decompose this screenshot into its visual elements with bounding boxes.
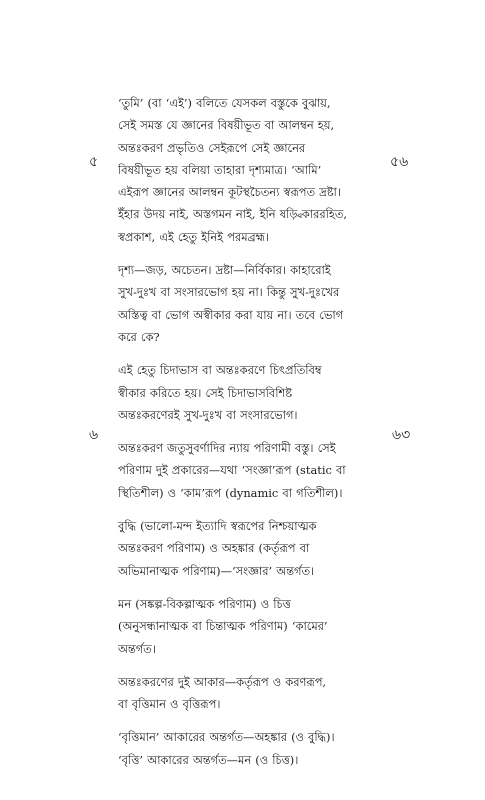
paragraph bbox=[118, 593, 373, 660]
text-line: ইঁহার উদয় নাই, অস্তগমন নাই, ইনি ষড়্বিকাররহিত, bbox=[118, 207, 348, 222]
text-line: এই হেতু চিদাভাস বা অন্তঃকরণে চিৎপ্রতিবিম্ব bbox=[118, 363, 322, 378]
text-line: অভিমানাত্মক পরিণাম)—‘সংজ্ঞার’ অন্তর্গত। bbox=[118, 563, 315, 578]
text-line: অন্তঃকরণ প্রভৃতিও সেইরূপে সেই জ্ঞানের bbox=[118, 140, 306, 155]
text-line: মন (সঙ্কল্প-বিকল্পাত্মক পরিণাম) ও চিত্ত bbox=[118, 596, 291, 611]
text-line: বিষয়ীভূত হয় বলিয়া তাহারা দৃশ্যমাত্র। ‘আমি’ bbox=[118, 162, 322, 177]
text-line: ‘বৃত্তিমান’ আকারের অন্তর্গত—অহঙ্কার (ও বুদ্ধি)। bbox=[118, 730, 335, 745]
text-line: অন্তঃকরণেরই সুখ-দুঃখ বা সংসারভোগ। bbox=[118, 407, 298, 422]
text-line: ‘তুমি’ (বা ‘এই’) বলিতে যেসকল বস্তুকে বুঝায়, bbox=[118, 96, 331, 110]
text-line: পরিণাম দুই প্রকারের—যথা ‘সংজ্ঞা’রূপ (static বা bbox=[118, 463, 346, 478]
paragraph bbox=[118, 437, 373, 504]
text-line: সেই সমস্ত যে জ্ঞানের বিষয়ীভূত বা আলম্বন হয়, bbox=[118, 118, 335, 133]
text-line: এইরূপ জ্ঞানের আলম্বন কূটস্থচৈতন্য স্বরূপত দ্রষ্টা। bbox=[118, 185, 341, 200]
paragraph bbox=[118, 726, 373, 771]
text-line: ‘বৃত্তি’ আকারের অন্তর্গত—মন (ও চিত্ত)। bbox=[118, 752, 299, 767]
text-line: বুদ্ধি (ভালো-মন্দ ইত্যাদি স্বরূপের নিশ্চয়াত্মক bbox=[118, 519, 317, 534]
paragraph bbox=[118, 359, 373, 426]
text-line: অন্তঃকরণ পরিণাম) ও অহঙ্কার (কর্তৃরূপ বা bbox=[118, 541, 310, 556]
paragraph bbox=[118, 515, 373, 582]
margin-number-right: ৫৬ bbox=[390, 154, 409, 170]
text-line: (অনুসন্ধানাত্মক বা চিন্তাত্মক পরিণাম) ‘কামের’ bbox=[118, 619, 328, 634]
margin-number-left: ৫ bbox=[89, 154, 99, 170]
text-line: বা বৃত্তিমান ও বৃত্তিরূপ। bbox=[118, 697, 221, 712]
text-line: অন্তঃকরণের দুই আকার—কর্তৃরূপ ও করণরূপ, bbox=[118, 674, 327, 689]
text-line: অন্তর্গত। bbox=[118, 641, 156, 656]
text-column bbox=[118, 92, 373, 782]
text-line: সুখ-দুঃখ বা সংসারভোগ হয় না। কিন্তু সুখ-দুঃখের bbox=[118, 285, 340, 300]
text-line: অস্তিত্ব বা ভোগ অস্বীকার করা যায় না। তবে ভোগ bbox=[118, 307, 344, 322]
text-line: দৃশ্য—জড়, অচেতন। দ্রষ্টা—নির্বিকার। কাহারোই bbox=[118, 263, 331, 278]
margin-number-left: ৬ bbox=[89, 427, 99, 443]
text-line: অন্তঃকরণ জতুসুবর্ণাদির ন্যায় পরিণামী বস্তু। সেই bbox=[118, 441, 336, 456]
paragraph bbox=[118, 92, 373, 248]
text-line: স্বপ্রকাশ, এই হেতু ইনিই পরমব্রহ্ম। bbox=[118, 229, 269, 244]
paragraph bbox=[118, 671, 373, 716]
paragraph bbox=[118, 259, 373, 348]
margin-number-right: ৬৩ bbox=[392, 427, 411, 443]
text-line: করে কে? bbox=[118, 329, 160, 344]
text-line: স্থিতিশীল) ও ‘কাম’রূপ (dynamic বা গতিশীল)। bbox=[118, 485, 343, 500]
text-line: স্বীকার করিতে হয়। সেই চিদাভাসবিশিষ্ট bbox=[118, 385, 293, 400]
